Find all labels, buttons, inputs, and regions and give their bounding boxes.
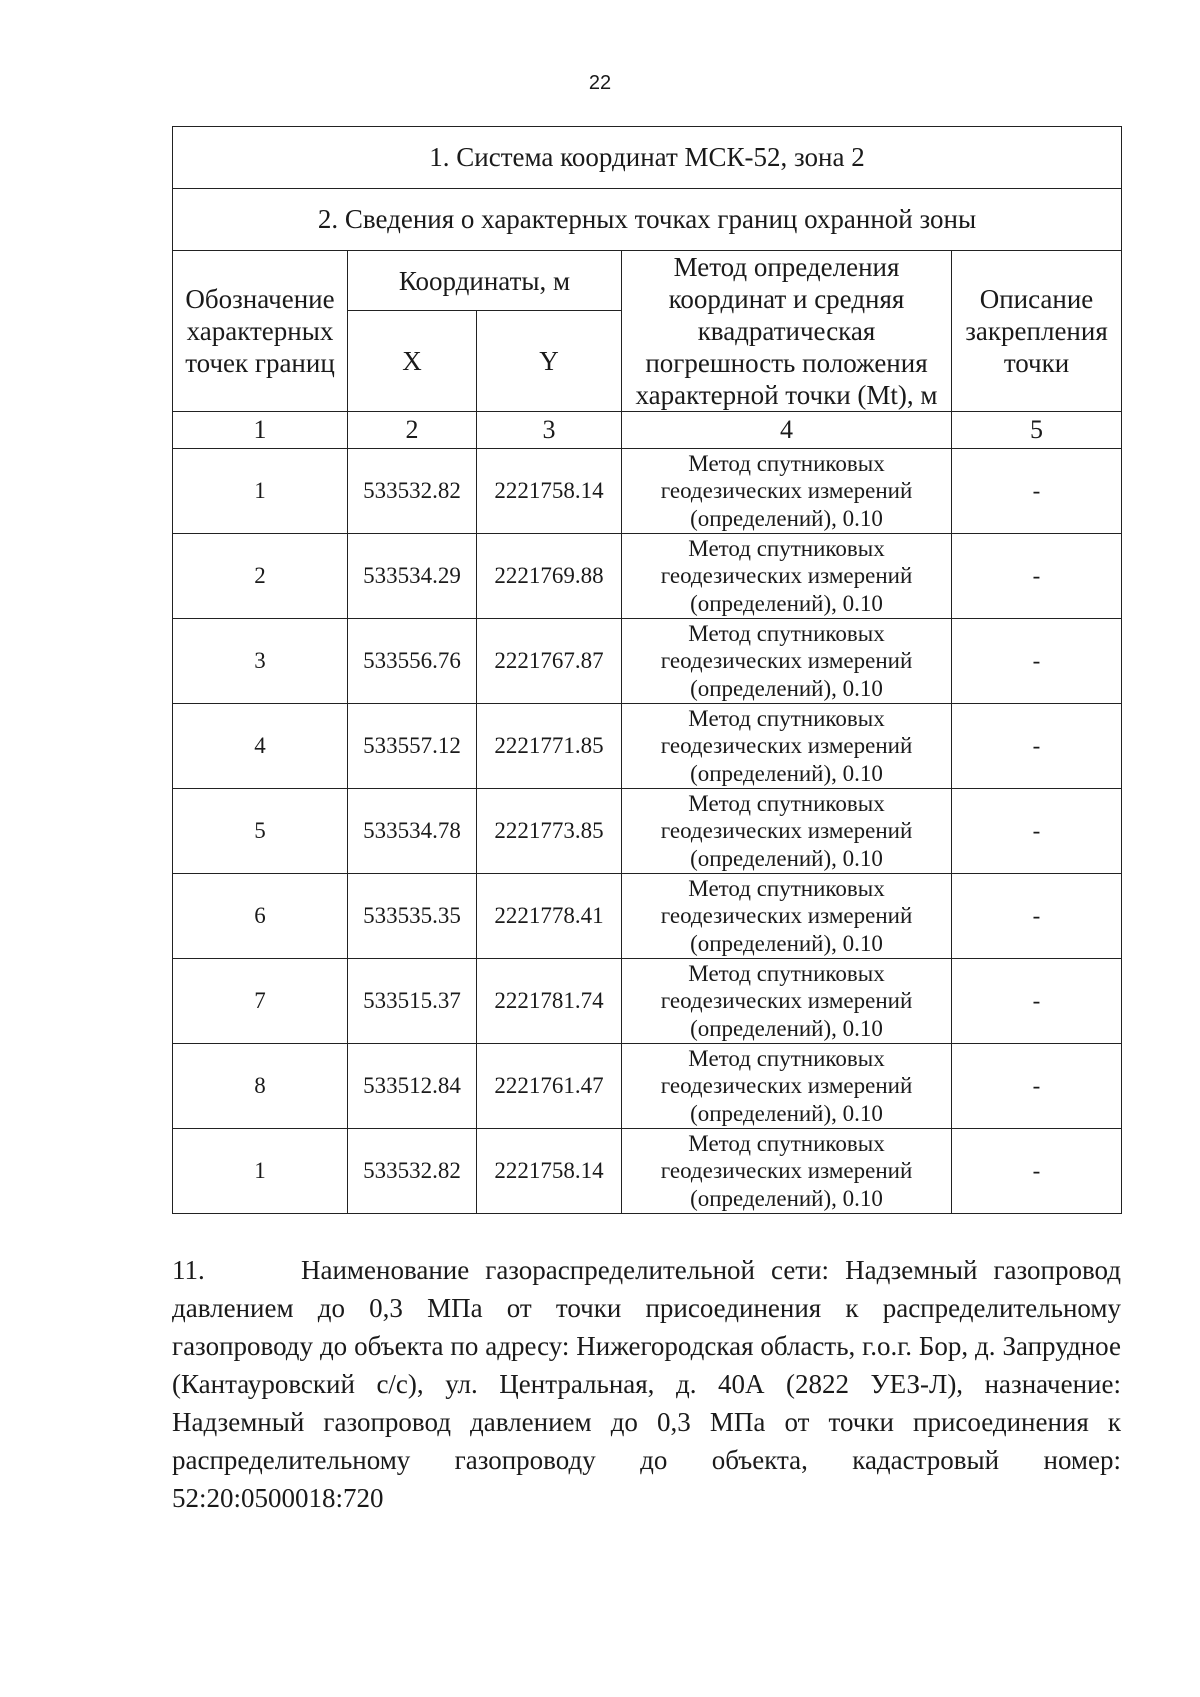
point-cell: 3 [173,619,348,704]
method-cell: Метод спутниковых геодезических измерений (определений), 0.10 [622,619,952,704]
x-cell: 533532.82 [348,1129,477,1214]
method-cell: Метод спутниковых геодезических измерений (определений), 0.10 [622,874,952,959]
x-cell: 533532.82 [348,449,477,534]
method-cell: Метод спутниковых геодезических измерений (определений), 0.10 [622,704,952,789]
method-cell: Метод спутниковых геодезических измерений (определений), 0.10 [622,449,952,534]
point-cell: 2 [173,534,348,619]
y-cell: 2221758.14 [477,449,622,534]
column-number: 2 [348,412,477,449]
column-number: 3 [477,412,622,449]
table-row [173,619,1122,704]
coordinate-system-heading: 1. Система координат МСК-52, зона 2 [173,127,1122,189]
y-cell: 2221767.87 [477,619,622,704]
method-cell: Метод спутниковых геодезических измерений (определений), 0.10 [622,1129,952,1214]
description-cell: - [952,959,1122,1044]
description-cell: - [952,534,1122,619]
y-cell: 2221773.85 [477,789,622,874]
coordinates-table [172,126,1122,1214]
table-row [173,789,1122,874]
y-cell: 2221761.47 [477,1044,622,1129]
method-cell: Метод спутниковых геодезических измерений (определений), 0.10 [622,959,952,1044]
point-cell: 7 [173,959,348,1044]
description-cell: - [952,1129,1122,1214]
x-cell: 533534.29 [348,534,477,619]
page-number: 22 [588,72,612,94]
table-row [173,449,1122,534]
y-cell: 2221758.14 [477,1129,622,1214]
header-coordinates: Координаты, м [348,251,622,311]
table-row [173,959,1122,1044]
table-row [173,534,1122,619]
description-cell: - [952,874,1122,959]
y-cell: 2221769.88 [477,534,622,619]
point-cell: 6 [173,874,348,959]
x-cell: 533534.78 [348,789,477,874]
column-number: 1 [173,412,348,449]
point-cell: 4 [173,704,348,789]
header-designation: Обозначение характерных точек границ [173,251,348,412]
method-cell: Метод спутниковых геодезических измерений (определений), 0.10 [622,789,952,874]
header-y: Y [477,311,622,412]
header-description: Описание закрепления точки [952,251,1122,412]
table-row [173,1044,1122,1129]
table-row [173,874,1122,959]
x-cell: 533556.76 [348,619,477,704]
network-description-paragraph: 11. Наименование газораспределительной сети: Надземный газопровод давлением до 0,3 МПа от точки присоединения к распределительному газопроводу до объекта по адресу: Нижегородская область, г.о.г. Бор, д. Запрудное (Кантауровский с/с), ул. Центральная, д. 40А (2822 УЕЗ-Л), назначение: Надземный газопровод давлением до 0,3 МПа от точки присоединения к распределительному газопроводу до объекта, кадастровый номер: 52:20:0500018:720 [172,1255,1121,1513]
points-info-heading: 2. Сведения о характерных точках границ охранной зоны [173,189,1122,251]
description-cell: - [952,449,1122,534]
x-cell: 533515.37 [348,959,477,1044]
point-cell: 1 [173,449,348,534]
header-method: Метод определения координат и средняя квадратическая погрешность положения характерной точки (Mt), м [622,251,952,412]
x-cell: 533557.12 [348,704,477,789]
y-cell: 2221771.85 [477,704,622,789]
description-cell: - [952,789,1122,874]
column-number-row [173,412,1122,449]
y-cell: 2221781.74 [477,959,622,1044]
x-cell: 533512.84 [348,1044,477,1129]
column-number: 4 [622,412,952,449]
point-cell: 1 [173,1129,348,1214]
point-cell: 8 [173,1044,348,1129]
description-cell: - [952,619,1122,704]
header-x: X [348,311,477,412]
column-number: 5 [952,412,1122,449]
method-cell: Метод спутниковых геодезических измерений (определений), 0.10 [622,534,952,619]
table-row [173,1129,1122,1214]
y-cell: 2221778.41 [477,874,622,959]
x-cell: 533535.35 [348,874,477,959]
method-cell: Метод спутниковых геодезических измерений (определений), 0.10 [622,1044,952,1129]
description-cell: - [952,704,1122,789]
point-cell: 5 [173,789,348,874]
table-row [173,704,1122,789]
description-cell: - [952,1044,1122,1129]
